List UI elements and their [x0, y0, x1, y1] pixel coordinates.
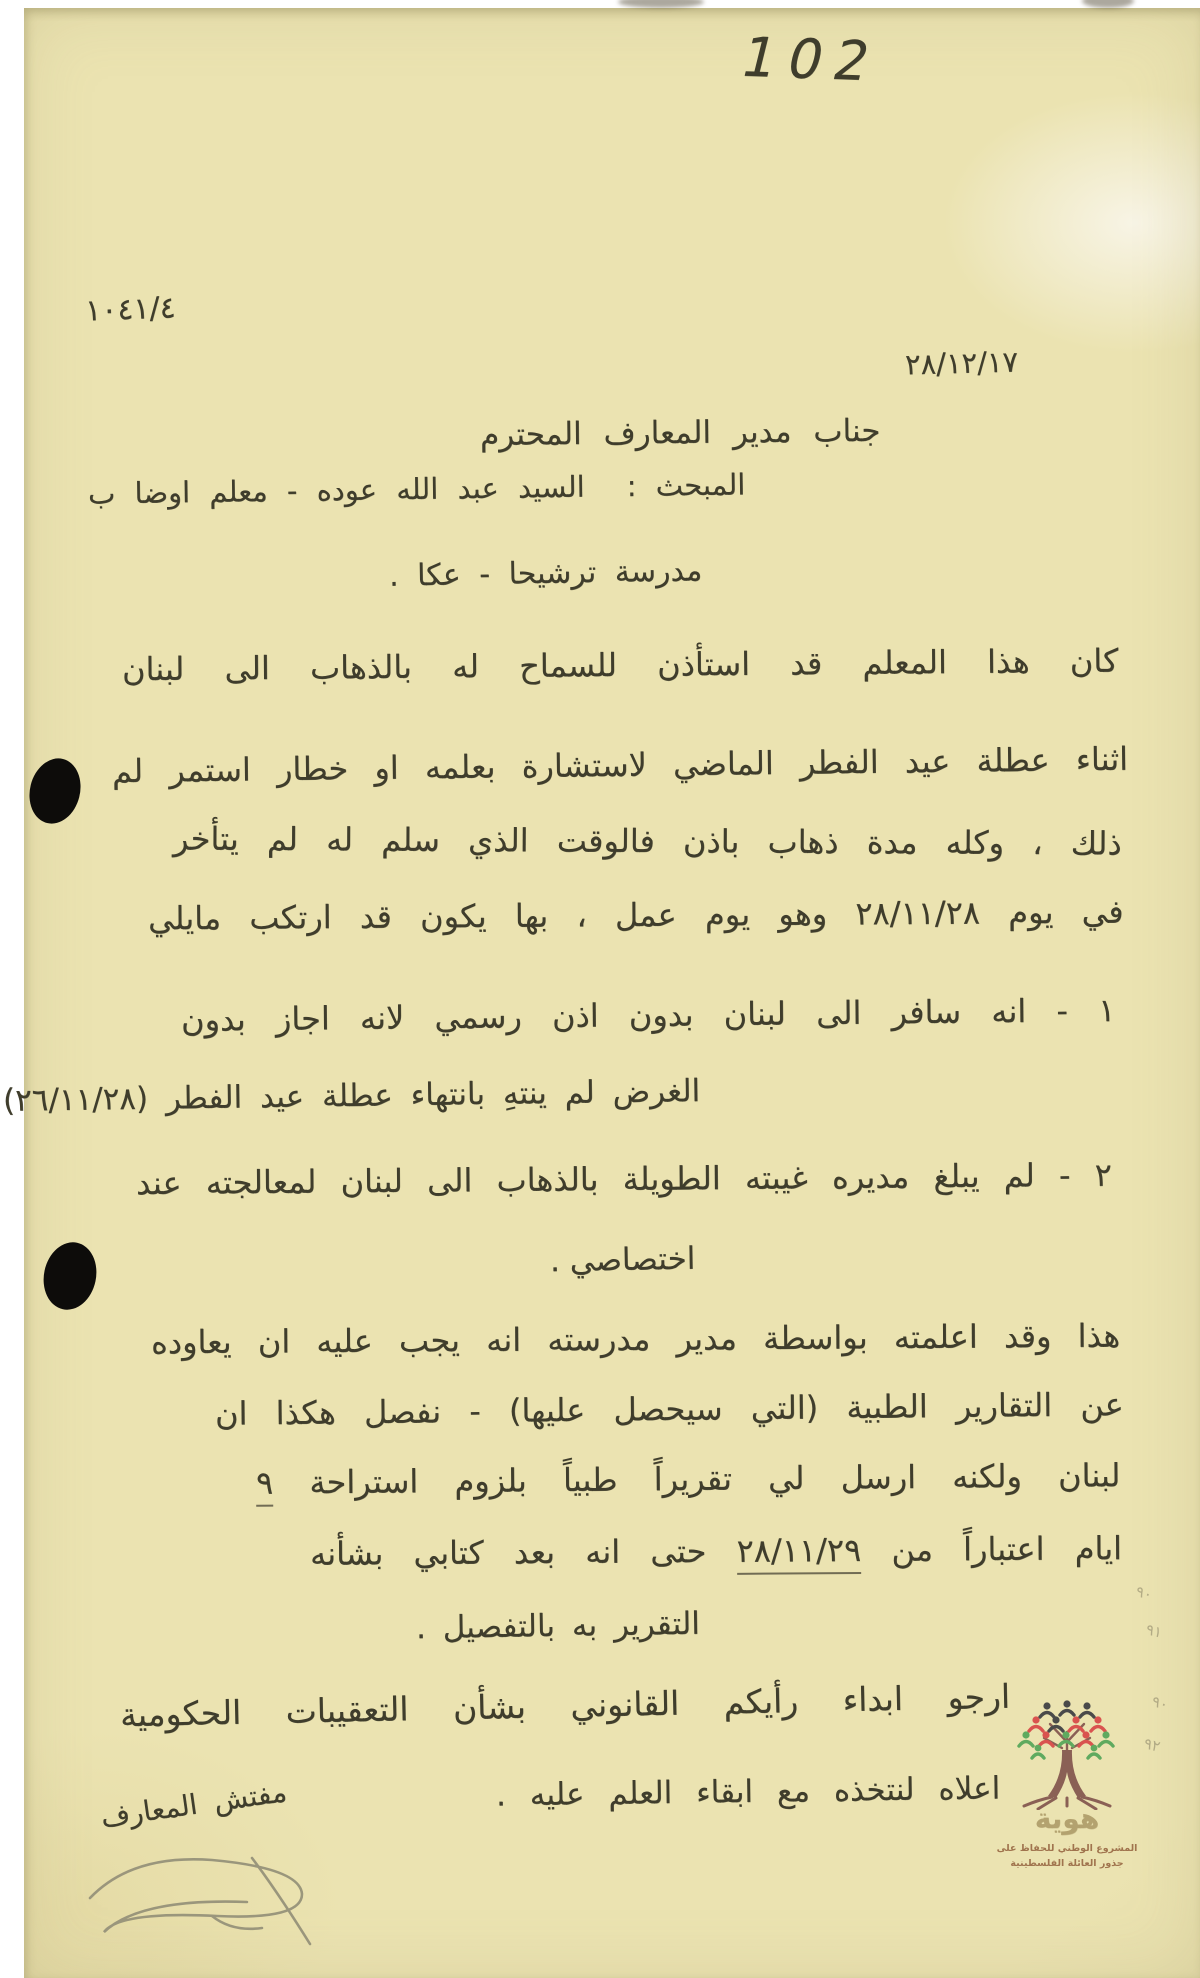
body-line: ذلك ، وكله مدة ذهاب باذن فالوقت الذي سلم له لم يتأخر	[173, 819, 1123, 863]
body-text: لبنان ولكنه ارسل لي تقريراً طبياً بلزوم استراحة	[308, 1456, 1121, 1502]
signature-scribble	[62, 1836, 352, 1951]
closing-line: ارجو ابداء رأيكم القانوني بشأن التعقيبات الحكومية	[119, 1676, 1011, 1735]
body-line: اثناء عطلة عيد الفطر الماضي لاستشارة بعلمه او خطار استمر لم	[111, 739, 1129, 791]
underlined-number: ٩	[255, 1464, 273, 1507]
subject-label: المبحث :	[626, 467, 746, 504]
tree-trunk	[1048, 1750, 1086, 1798]
pencil-margin-mark: ٩١	[1144, 1620, 1165, 1642]
numbered-item-1-line: الغرض لم ينتهِ بانتهاء عطلة عيد الفطر (٢٦/١١/٢٨)	[2, 1073, 701, 1119]
scan-smudge	[618, 0, 704, 8]
watermark-caption	[982, 1842, 1152, 1871]
scan-smudge	[1082, 0, 1134, 8]
pencil-margin-mark: ٩٠	[1150, 1692, 1171, 1714]
page-number: 102	[734, 25, 889, 94]
subject-school-line: مدرسة ترشيحا - عكا .	[388, 553, 703, 594]
underlined-date: ٢٨/١١/٢٩	[736, 1531, 861, 1575]
pencil-margin-mark: ٩٢	[1142, 1734, 1163, 1756]
numbered-item-2-line: اختصاصي .	[549, 1240, 696, 1280]
body-line: هذا وقد اعلمته بواسطة مدير مدرسته انه يجب عليه ان يعاوده	[150, 1316, 1121, 1362]
file-reference-number: ١٠٤١/٤	[84, 290, 177, 329]
signature-title: مفتش المعارف	[98, 1775, 289, 1834]
watermark-tree-logo	[1012, 1698, 1122, 1810]
watermark-caption-line1: المشروع الوطني للحفاظ على	[996, 1843, 1138, 1854]
body-line	[255, 1456, 1120, 1502]
body-line: كان هذا المعلم قد استأذن للسماح له بالذهاب الى لبنان	[121, 641, 1119, 689]
salutation-line: جناب مدير المعارف المحترم	[479, 412, 881, 454]
closing-line: اعلاه لنتخذه مع ابقاء العلم عليه .	[495, 1770, 1001, 1814]
body-line: عن التقارير الطبية (التي سيحصل عليها) - نفصل هكذا ان	[215, 1385, 1125, 1433]
numbered-item-1-line: ١ - انه سافر الى لبنان بدون اذن رسمي لانه اجاز بدون	[180, 991, 1116, 1039]
letter-date: ٢٨/١٢/١٧	[904, 344, 1019, 382]
body-line: في يوم ٢٨/١١/٢٨ وهو يوم عمل ، بها يكون قد ارتكب مايلي	[148, 892, 1125, 938]
watermark-caption-line2: جذور العائلة الفلسطينية	[1010, 1857, 1124, 1869]
body-line: التقرير به بالتفصيل .	[415, 1605, 701, 1647]
watermark-name: هوية	[1034, 1802, 1100, 1835]
body-text: ايام اعتباراً من	[891, 1529, 1123, 1569]
numbered-item-2-line: ٢ - لم يبلغ مديره غيبته الطويلة بالذهاب الى لبنان لمعالجته عند	[136, 1155, 1113, 1203]
body-line	[310, 1529, 1122, 1573]
subject-name: السيد عبد الله عوده - معلم اوضا ب	[87, 469, 585, 511]
body-text: حتى انه بعد كتابي بشأنه	[309, 1532, 707, 1573]
pencil-margin-mark: ٩٠	[1134, 1582, 1155, 1604]
